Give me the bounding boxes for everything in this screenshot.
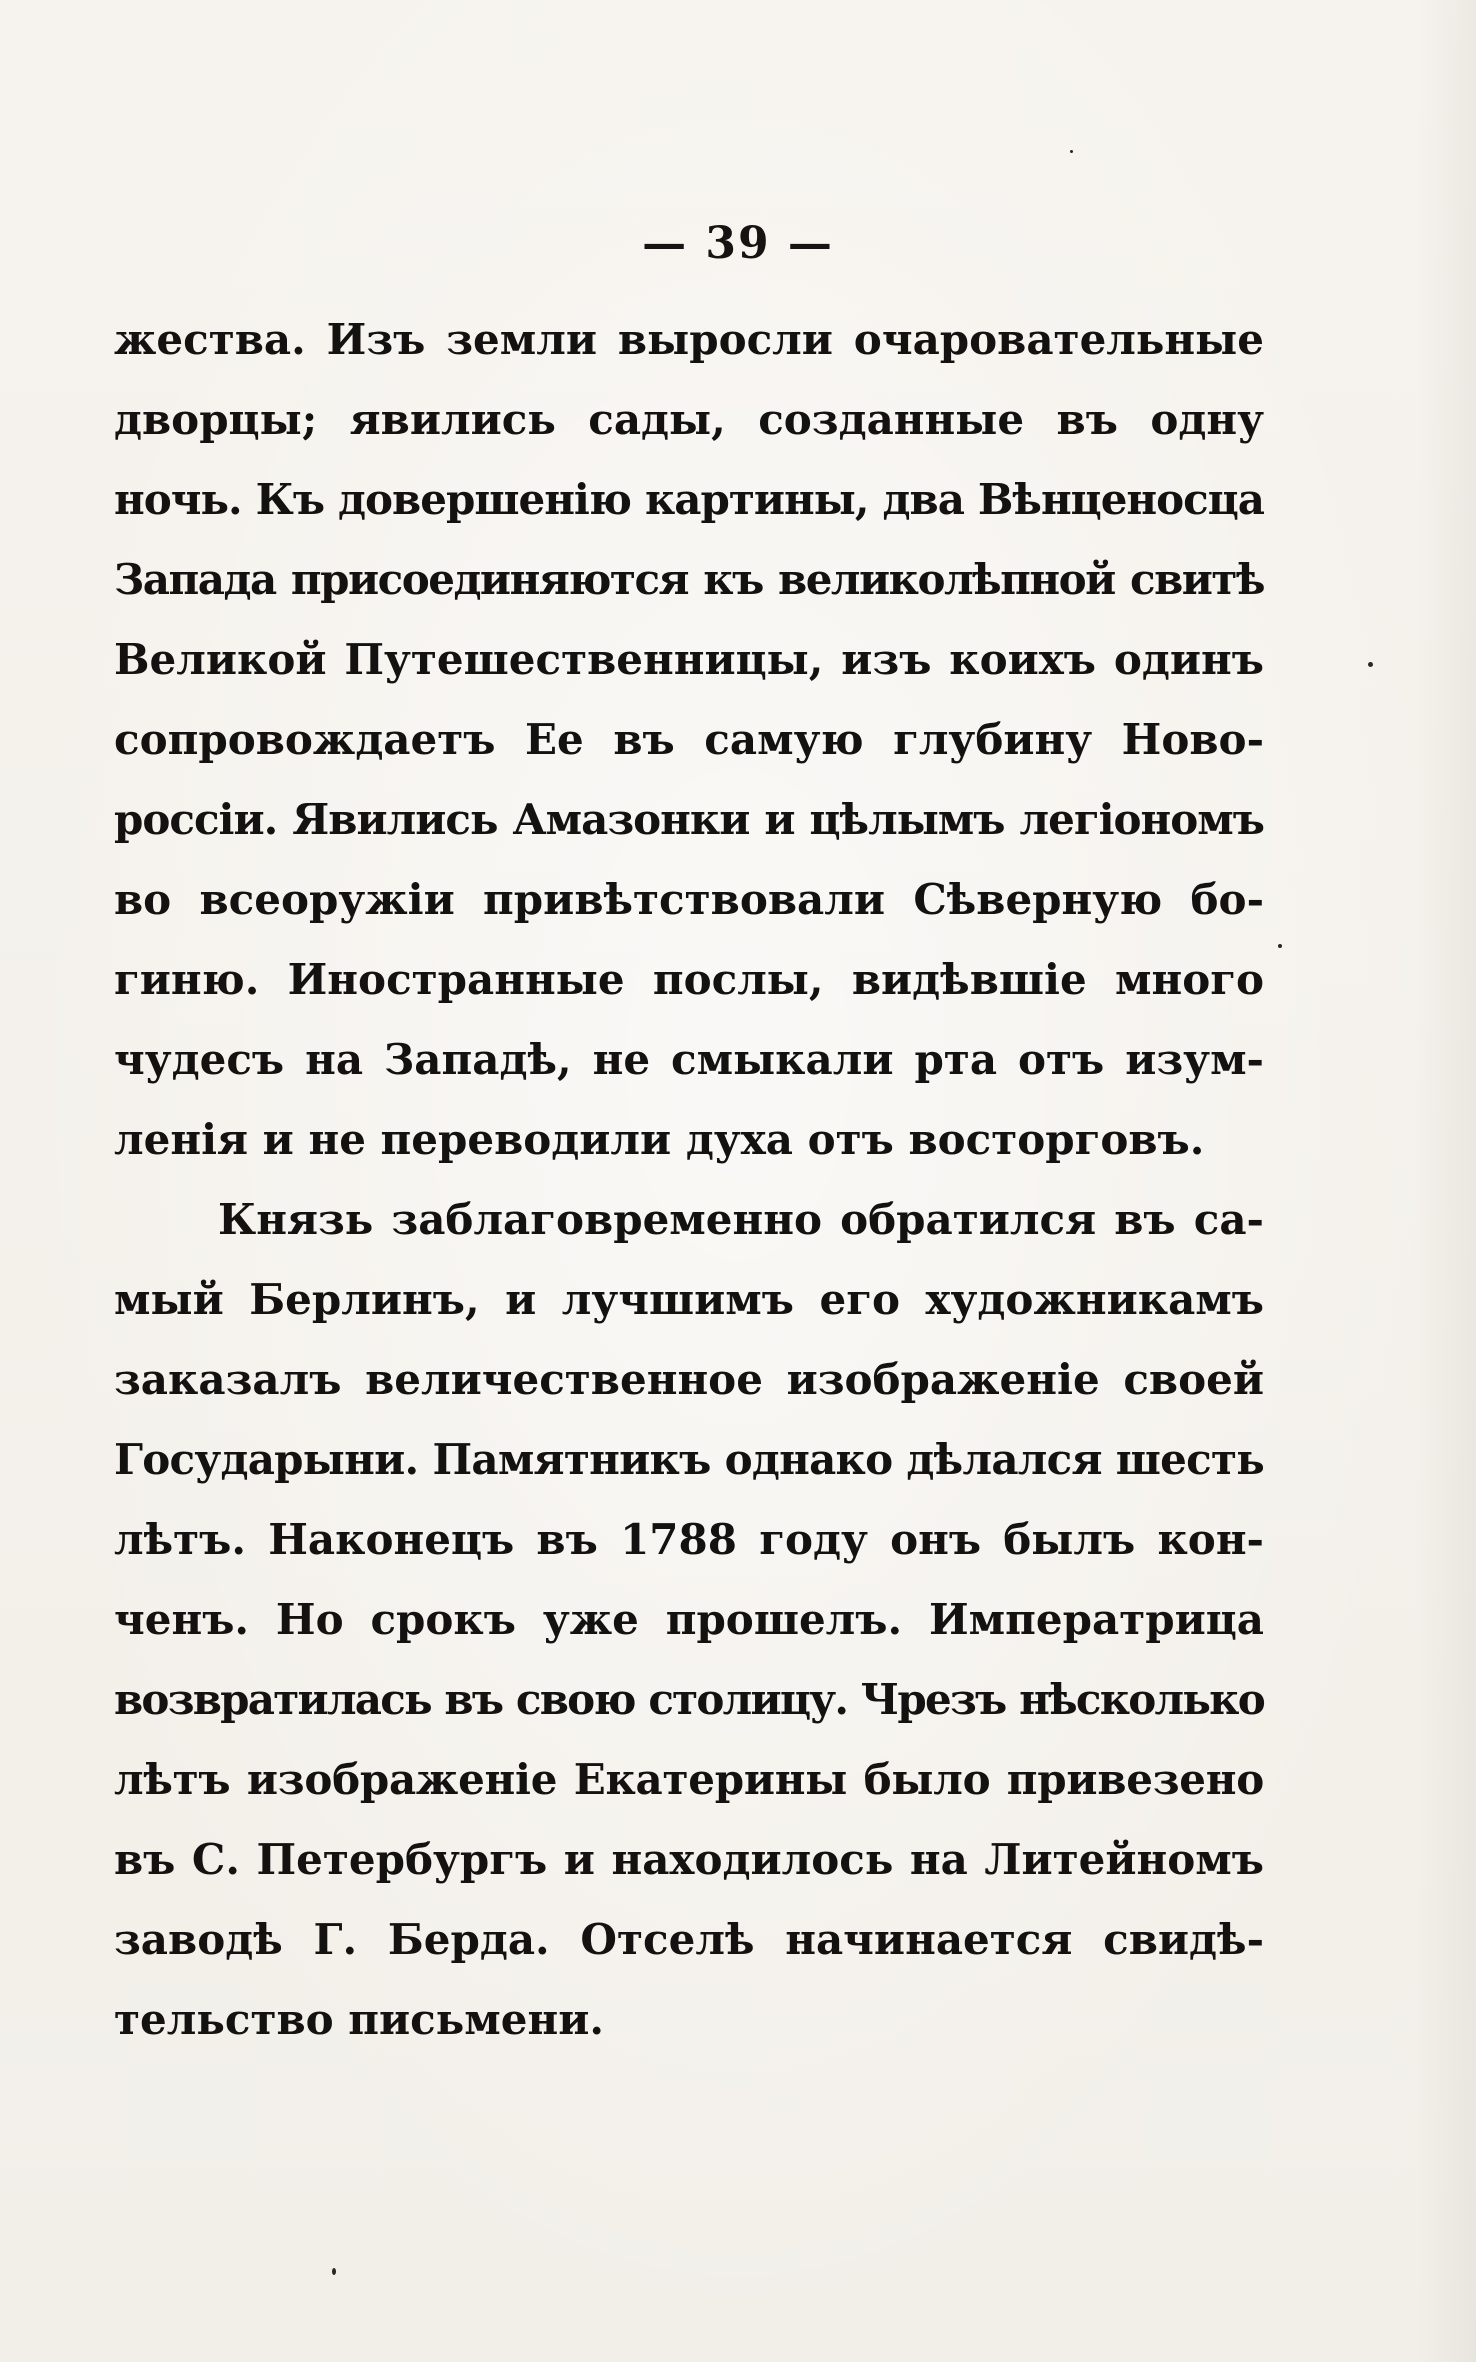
text-line: россiи. Явились Амазонки и цѣлымъ легiономъ bbox=[114, 795, 1264, 844]
body-text bbox=[114, 300, 1264, 2060]
text-line: чудесъ на Западѣ, не смыкали рта отъ изум- bbox=[114, 1035, 1264, 1084]
text-line: лѣтъ. Наконецъ въ 1788 году онъ былъ кон- bbox=[114, 1515, 1264, 1564]
text-line: гиню. Иностранные послы, видѣвшiе много bbox=[114, 955, 1264, 1004]
text-line: сопровождаетъ Ее въ самую глубину Ново- bbox=[114, 715, 1264, 764]
text-line: жества. Изъ земли выросли очаровательные bbox=[114, 315, 1264, 364]
text-line: ленiя и не переводили духа отъ восторговъ. bbox=[114, 1115, 1205, 1164]
text-line: въ С. Петербургъ и находилось на Литейномъ bbox=[114, 1835, 1264, 1884]
paper-speck bbox=[332, 2268, 336, 2275]
text-line: тельство письмени. bbox=[114, 1995, 604, 2044]
text-line: Государыни. Памятникъ однако дѣлался шесть bbox=[114, 1435, 1264, 1484]
text-line: Князь заблаговременно обратился въ са- bbox=[218, 1195, 1264, 1244]
paper-speck bbox=[1278, 944, 1282, 948]
text-line: ночь. Къ довершенiю картины, два Вѣнценосца bbox=[114, 475, 1264, 524]
text-line: во всеоружiи привѣтствовали Сѣверную бо- bbox=[114, 875, 1264, 924]
text-line: дворцы; явились сады, созданные въ одну bbox=[114, 395, 1264, 444]
text-line: ченъ. Но срокъ уже прошелъ. Императрица bbox=[114, 1595, 1264, 1644]
paper-speck bbox=[1368, 662, 1373, 667]
text-line: лѣтъ изображенiе Екатерины было привезено bbox=[114, 1755, 1264, 1804]
text-line: Запада присоединяются къ великолѣпной свитѣ bbox=[114, 555, 1264, 604]
page-number: — 39 — bbox=[642, 218, 834, 269]
text-line: заказалъ величественное изображенiе своей bbox=[114, 1355, 1264, 1404]
paper-speck bbox=[1070, 150, 1073, 153]
text-line: Великой Путешественницы, изъ коихъ одинъ bbox=[114, 635, 1264, 684]
page-edge-shadow bbox=[1416, 0, 1476, 2362]
text-line: возвратилась въ свою столицу. Чрезъ нѣсколько bbox=[114, 1675, 1264, 1724]
text-line: заводѣ Г. Берда. Отселѣ начинается свидѣ- bbox=[114, 1915, 1264, 1964]
text-line: мый Берлинъ, и лучшимъ его художникамъ bbox=[114, 1275, 1264, 1324]
